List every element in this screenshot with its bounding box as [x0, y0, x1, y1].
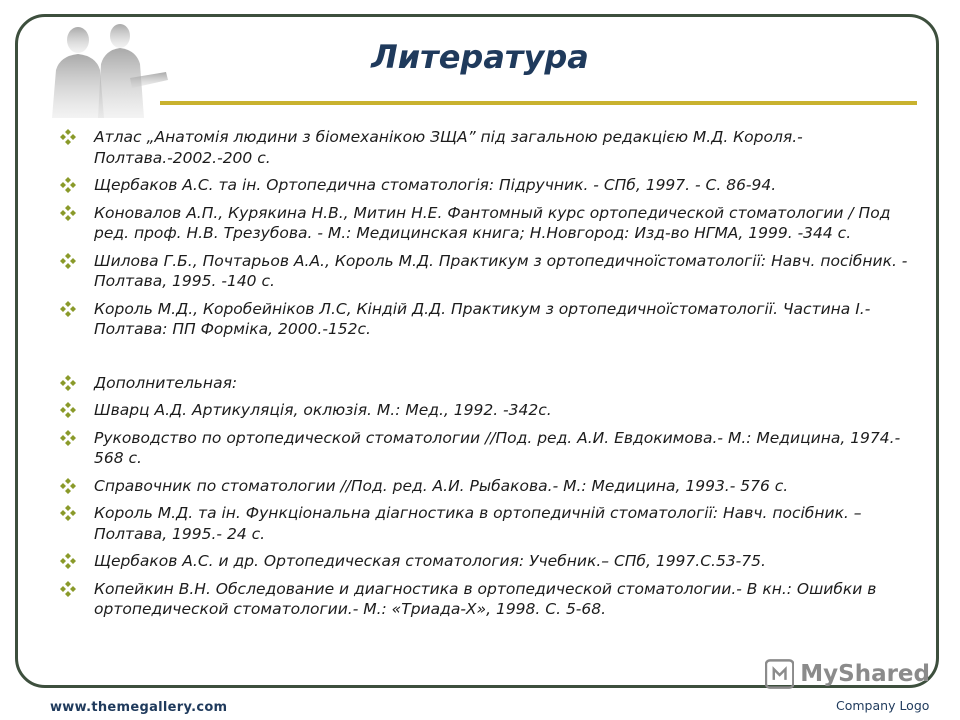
four-diamond-bullet-icon [60, 375, 76, 391]
reference-text: Справочник по стоматологии //Под. ред. А.И. Рыбакова.- М.: Медицина, 1993.- 576 с. [94, 476, 789, 495]
business-people-silhouette-icon [38, 18, 170, 118]
reference-text: Король М.Д. та ін. Функціональна діагностика в ортопедичній стоматології: Навч. посібник. – Полтава, 1995.- 24 с. [94, 504, 862, 543]
four-diamond-bullet-icon [60, 430, 76, 446]
reference-text: Щербаков А.С. та ін. Ортопедична стоматологія: Підручник. - СПб, 1997. - С. 86-94. [94, 176, 777, 194]
four-diamond-bullet-icon [60, 129, 76, 145]
footer-website[interactable]: www.themegallery.com [50, 700, 228, 715]
four-diamond-bullet-icon [60, 581, 76, 597]
title-divider [160, 101, 917, 105]
reference-text: Коновалов А.П., Курякина Н.В., Митин Н.Е. Фантомный курс ортопедической стоматологии / Под ред. проф. Н.В. Трезубова. - М.: Медицинская книга; Н.Новгород: Изд-во НГМА, 1999. -344 с. [94, 203, 891, 242]
reference-text: Король М.Д., Коробейніков Л.С, Кіндій Д.Д. Практикум з ортопедичноїстоматології. Частина І.- Полтава: ПП Форміка, 2000.-152с. [94, 299, 871, 338]
reference-item [60, 175, 916, 196]
four-diamond-bullet-icon [60, 553, 76, 569]
four-diamond-bullet-icon [60, 301, 76, 317]
watermark-text: MyShared [800, 661, 930, 687]
slide-title: Литература [371, 38, 589, 76]
reference-item [60, 299, 916, 340]
reference-text: Щербаков А.С. и др. Ортопедическая стоматология: Учебник.– СПб, 1997.С.53-75. [94, 552, 766, 570]
reference-text: Дополнительная: [94, 373, 238, 392]
reference-item [60, 476, 916, 497]
reference-item [60, 551, 916, 572]
four-diamond-bullet-icon [60, 402, 76, 418]
footer-company-logo: Company Logo [836, 698, 930, 713]
four-diamond-bullet-icon [60, 253, 76, 269]
reference-item [60, 428, 916, 469]
reference-list [60, 127, 916, 627]
reference-item [60, 203, 916, 244]
myshared-logo-icon [765, 659, 794, 689]
reference-text: Атлас „Анатомія людини з біомеханікою ЗЩА” під загальною редакцією М.Д. Короля.- Полтава.-2002.-200 с. [94, 128, 803, 167]
four-diamond-bullet-icon [60, 478, 76, 494]
reference-text: Шварц А.Д. Артикуляція, оклюзія. М.: Мед., 1992. -342с. [94, 401, 552, 419]
four-diamond-bullet-icon [60, 177, 76, 193]
reference-text: Руководство по ортопедической стоматологии //Под. ред. А.И. Евдокимова.- М.: Медицина, 1974.- 568 с. [94, 428, 901, 467]
reference-item [60, 400, 916, 421]
reference-item [60, 127, 916, 168]
four-diamond-bullet-icon [60, 505, 76, 521]
reference-item [60, 373, 916, 394]
reference-item [60, 251, 916, 292]
reference-text: Копейкин В.Н. Обследование и диагностика в ортопедической стоматологии.- В кн.: Ошибки в ортопедической стоматологии.- М.: «Триада-Х», 1998. С. 5-68. [94, 579, 877, 618]
list-gap [60, 347, 916, 373]
reference-text: Шилова Г.Б., Почтарьов А.А., Король М.Д. Практикум з ортопедичноїстоматології: Навч. посібник. - Полтава, 1995. -140 с. [94, 251, 908, 290]
reference-item [60, 579, 916, 620]
watermark [765, 656, 930, 692]
four-diamond-bullet-icon [60, 205, 76, 221]
reference-item [60, 503, 916, 544]
